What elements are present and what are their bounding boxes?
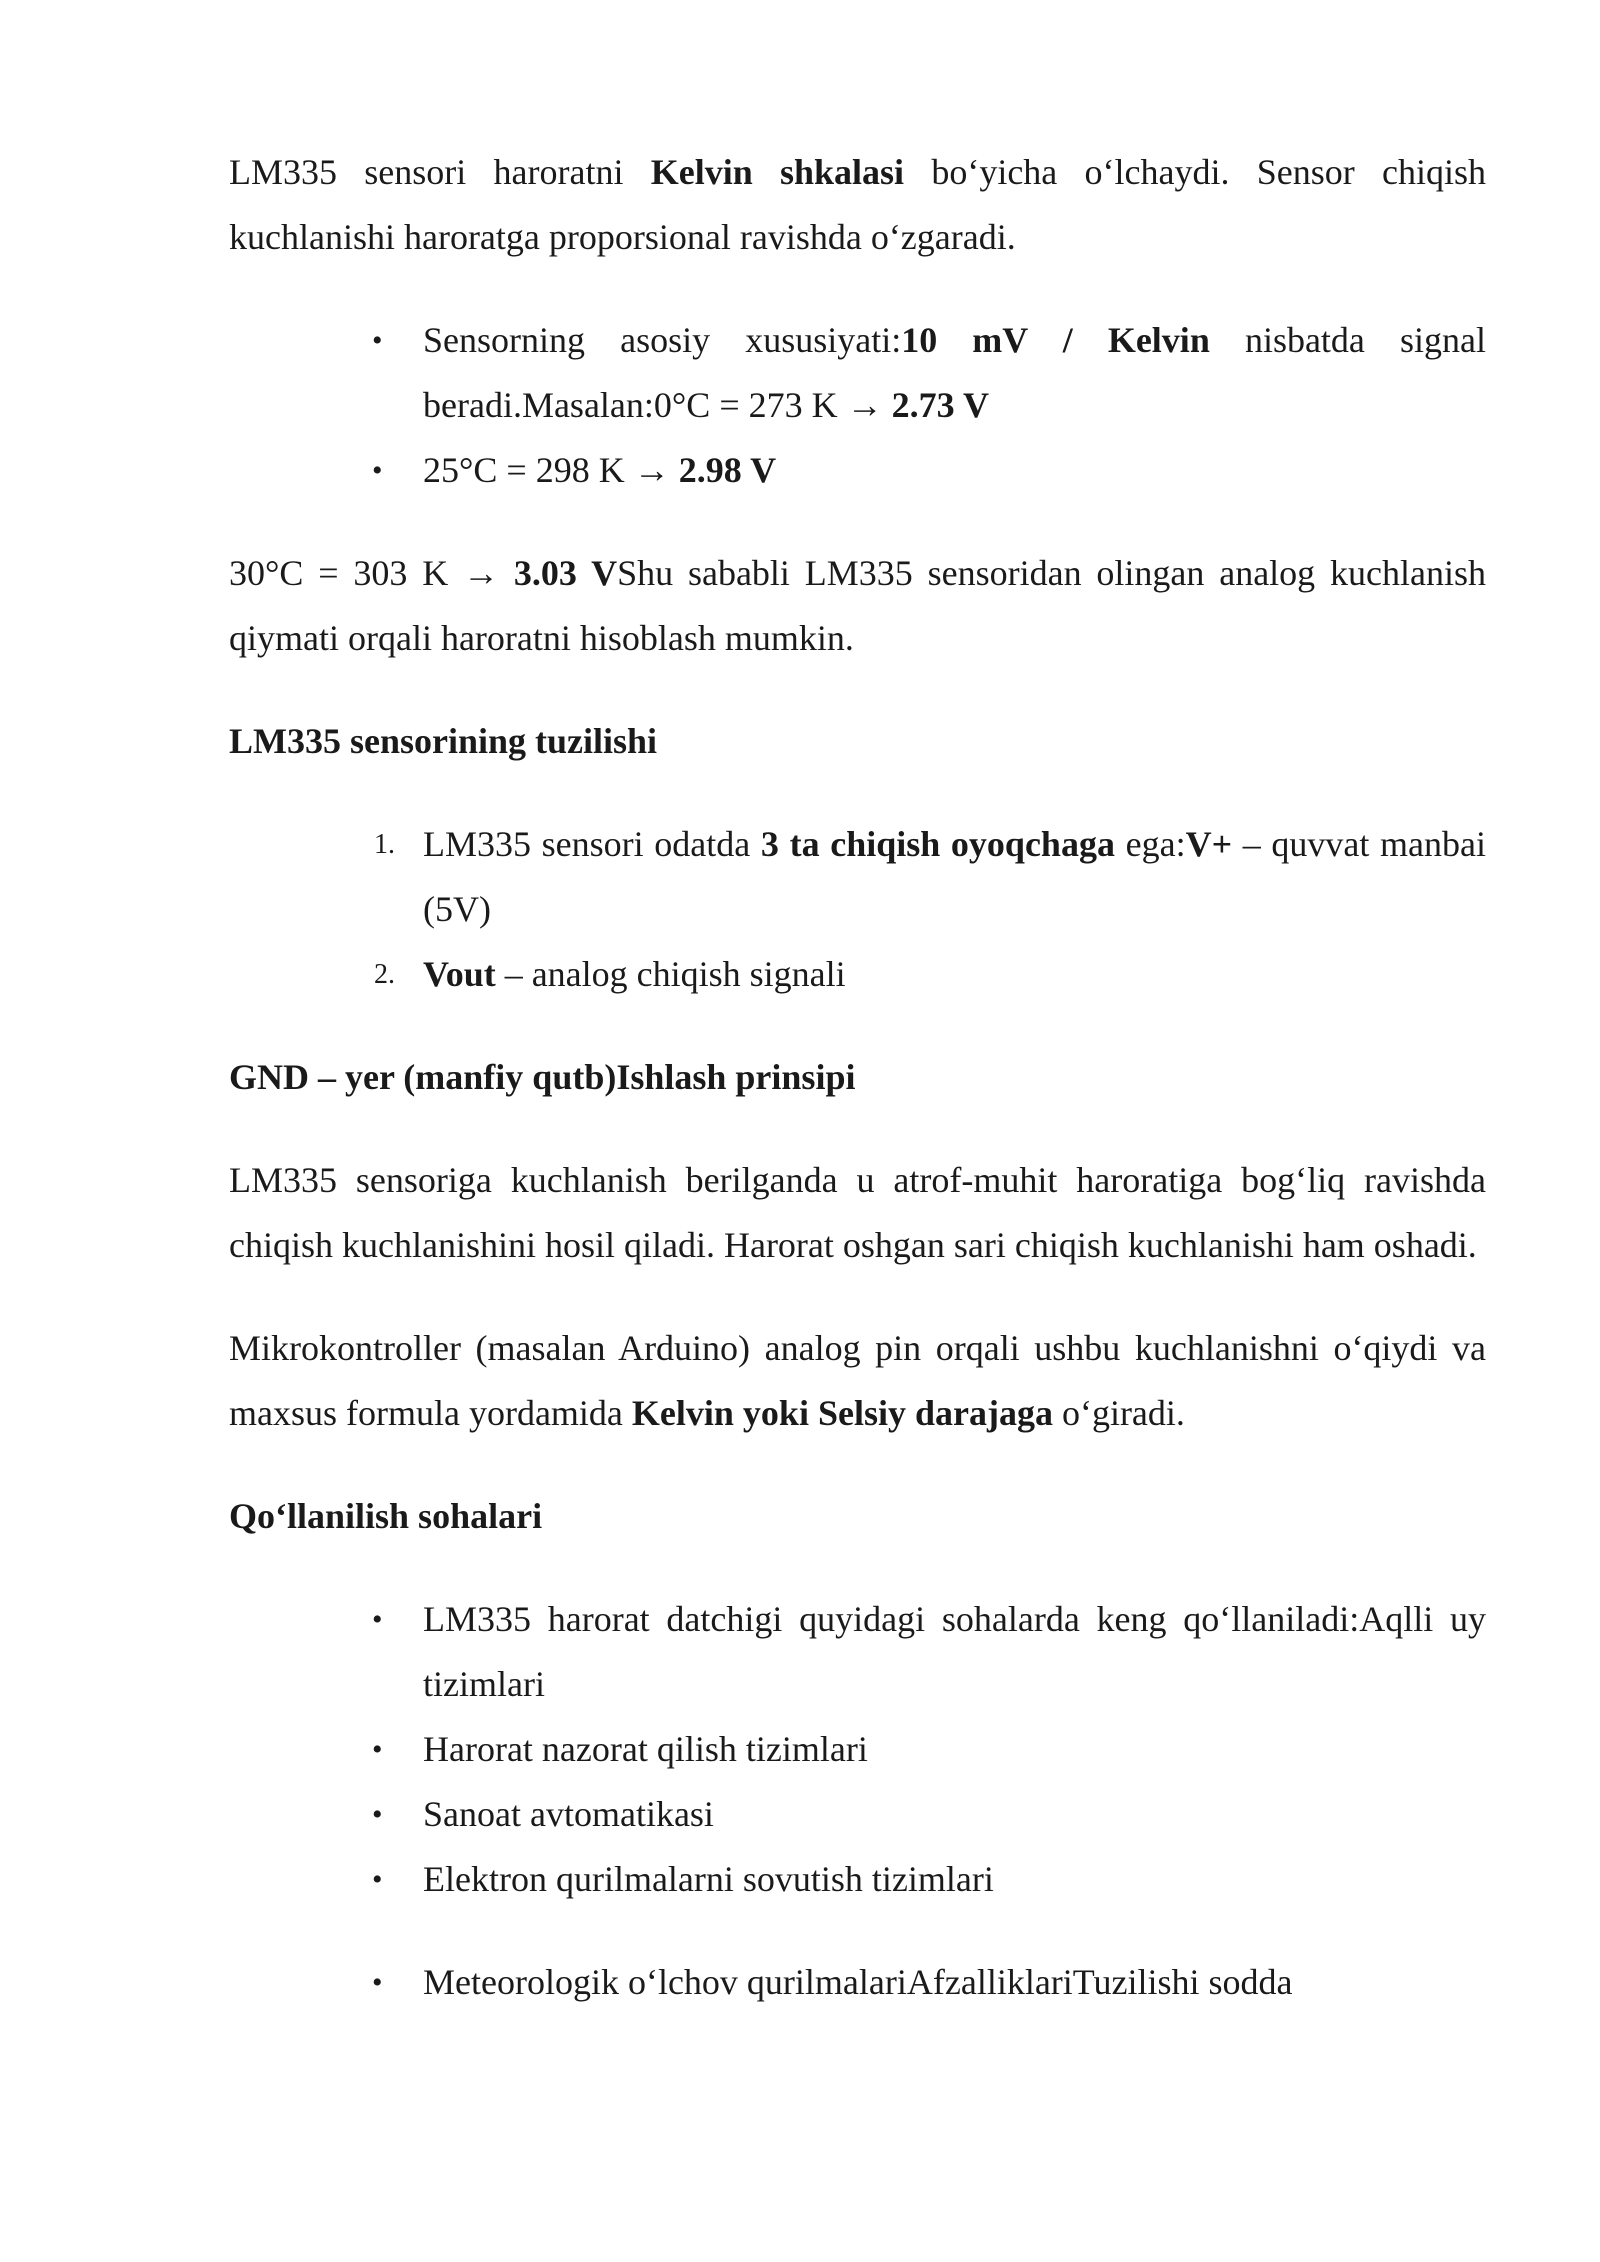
bold-text-run: Vout (423, 954, 496, 994)
list-item (229, 1950, 1486, 2015)
bullet-marker: • (372, 1798, 383, 1831)
text-run: Mikrokontroller (masalan Arduino) analog pin orqali ushbu kuchlanishni o‘qiydi va maxsus formula yordamida (229, 1328, 1486, 1433)
bold-text-run: Kelvin yoki Selsiy darajaga (631, 1393, 1053, 1433)
list-item (229, 942, 1486, 1007)
list-number: 2. (374, 959, 395, 990)
bold-text-run: 10 mV / Kelvin (901, 320, 1210, 360)
bold-text-run: 2.98 V (678, 450, 777, 490)
text-run: Harorat nazorat qilish tizimlari (423, 1729, 868, 1769)
text-run: Shu sababli LM335 sensoridan olingan analog kuchlanish qiymati orqali haroratni hisoblash mumkin. (229, 553, 1486, 658)
text-run: – quvvat manbai (5V) (423, 824, 1486, 929)
bullet-marker: • (372, 1863, 383, 1896)
bold-text-run: V+ (1185, 824, 1233, 864)
text-run: nisbatda signal beradi.Masalan:0°C = 273 K → (423, 320, 1486, 425)
bold-text-run: 3.03 V (513, 553, 618, 593)
text-run: bo‘yicha o‘lchaydi. Sensor chiqish kuchlanishi haroratga proporsional ravishda o‘zgaradi. (229, 152, 1486, 257)
bullet-marker: • (372, 324, 383, 357)
bullet-marker: • (372, 1603, 383, 1636)
text-run: 25°C = 298 K → (423, 450, 679, 490)
text-run: LM335 sensori haroratni (229, 152, 651, 192)
bullet-marker: • (372, 1966, 383, 1999)
text-run: – analog chiqish signali (495, 954, 846, 994)
document-page (229, 140, 1486, 2053)
section-heading-applications: Qo‘llanilish sohalari (229, 1496, 543, 1536)
text-run: Sensorning asosiy xususiyati: (423, 320, 902, 360)
bullet-marker: • (372, 1733, 383, 1766)
list-item (229, 308, 1486, 438)
text-run: Meteorologik o‘lchov qurilmalariAfzalliklariTuzilishi sodda (423, 1962, 1293, 2002)
list-item (229, 1847, 1486, 1912)
text-run: LM335 harorat datchigi quyidagi sohalarda keng qo‘llaniladi:Aqlli uy tizimlari (423, 1599, 1486, 1704)
list-item (229, 1717, 1486, 1782)
text-run: Sanoat avtomatikasi (423, 1794, 714, 1834)
list-item (229, 438, 1486, 503)
list-item (229, 1782, 1486, 1847)
pins-list (229, 812, 1486, 1007)
text-run: 30°C = 303 K → (229, 553, 514, 593)
section-heading-structure: LM335 sensorining tuzilishi (229, 721, 658, 761)
list-item (229, 812, 1486, 942)
principle-paragraph: LM335 sensoriga kuchlanish berilganda u atrof-muhit haroratiga bog‘liq ravishda chiqish kuchlanishini hosil qiladi. Harorat oshgan sari chiqish kuchlanishi ham oshadi. (229, 1160, 1486, 1265)
characteristics-list (229, 308, 1486, 503)
bold-text-run: 2.73 V (891, 385, 989, 425)
section-heading-principle: GND – yer (manfiy qutb)Ishlash prinsipi (229, 1057, 856, 1097)
text-run: Elektron qurilmalarni sovutish tizimlari (423, 1859, 994, 1899)
bold-text-run: Kelvin shkalasi (650, 152, 905, 192)
text-run: o‘giradi. (1052, 1393, 1185, 1433)
list-number: 1. (374, 829, 395, 860)
microcontroller-paragraph (229, 1316, 1486, 1446)
example-paragraph (229, 541, 1486, 671)
intro-paragraph (229, 140, 1486, 270)
text-run: ega: (1114, 824, 1186, 864)
bold-text-run: 3 ta chiqish oyoqchaga (760, 824, 1115, 864)
text-run: LM335 sensori odatda (423, 824, 761, 864)
bullet-marker: • (372, 454, 383, 487)
list-item (229, 1587, 1486, 1717)
applications-list (229, 1587, 1486, 2015)
